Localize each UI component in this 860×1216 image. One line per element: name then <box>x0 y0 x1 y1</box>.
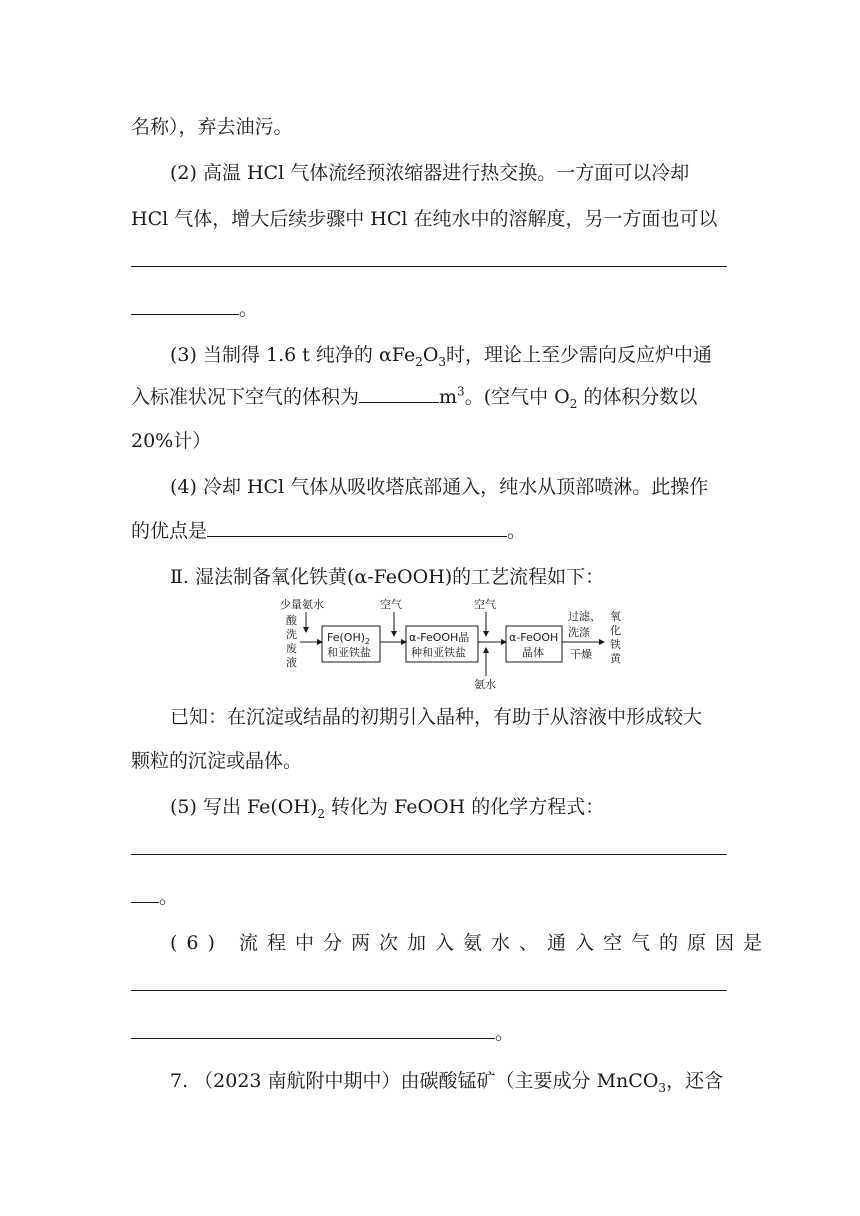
q5-text-pre: (5) 写出 Fe(OH) <box>170 796 318 818</box>
process-flow-diagram <box>270 596 640 692</box>
answer-blank-2b[interactable] <box>131 296 239 315</box>
box3-line2: 晶体 <box>522 646 544 659</box>
input-side-4: 液 <box>286 656 297 669</box>
box1-line2: 和亚铁盐 <box>327 646 371 659</box>
ammonia-label-2: 氨水 <box>474 678 496 691</box>
step-label-mid: 洗涤 <box>568 626 590 639</box>
q3-text-b-tail: 的体积分数以 <box>577 386 698 408</box>
sub-oh2: 2 <box>317 806 325 821</box>
sub-fe2: 2 <box>415 354 423 369</box>
answer-blank-5b-line <box>131 884 178 910</box>
sub-o2: 2 <box>569 396 578 411</box>
known-line-2: 颗粒的沉淀或晶体。 <box>131 750 303 772</box>
input-side-3: 废 <box>286 642 297 655</box>
period: 。 <box>495 1022 515 1044</box>
output-2: 化 <box>610 624 621 637</box>
question-2-line-1: (2) 高温 HCl 气体流经预浓缩器进行热交换。一方面可以冷却 <box>170 162 690 184</box>
question-3-line-2 <box>131 384 697 410</box>
q3-text-b-post: 。(空气中 O <box>464 386 570 408</box>
box2-line1: α-FeOOH晶 <box>409 631 470 644</box>
question-7-line-1 <box>170 1068 723 1094</box>
box3-line1: α-FeOOH <box>509 631 559 644</box>
period: 。 <box>159 886 179 908</box>
output-3: 铁 <box>610 638 621 651</box>
sub-o3: 3 <box>438 354 447 369</box>
period: 。 <box>239 298 259 320</box>
question-5-line-1 <box>170 794 604 820</box>
answer-blank-2a[interactable] <box>131 266 727 267</box>
text-line-1: 名称），弃去油污。 <box>131 116 293 138</box>
q3-text-pre: (3) 当制得 1.6 t 纯净的 αFe <box>170 344 416 366</box>
box1-line1: $Fe(OH)_2$ <box>327 631 371 646</box>
answer-blank-2b-line <box>131 296 258 322</box>
q3-text-post: 时，理论上至少需向反应炉中通 <box>446 344 713 366</box>
question-3-line-3: 20%计） <box>131 430 212 452</box>
step-label-top: 过滤、 <box>568 610 601 623</box>
sup-3: 3 <box>457 384 465 399</box>
sub-mnco3: 3 <box>658 1080 667 1095</box>
question-2-line-2: HCl 气体，增大后续步骤中 HCl 在纯水中的溶解度，另一方面也可以 <box>131 208 718 230</box>
air-label-1: 空气 <box>380 598 402 611</box>
step-label-bot: 干燥 <box>570 648 592 661</box>
air-label-2: 空气 <box>474 598 496 611</box>
known-line-1: 已知：在沉淀或结晶的初期引入晶种，有助于从溶液中形成较大 <box>170 706 703 728</box>
input-top-label: 少量氨水 <box>280 598 324 611</box>
output-1: 氧 <box>610 610 621 623</box>
unit-m: m <box>439 386 458 408</box>
q7-text: 7. （2023 南航附中期中）由碳酸锰矿（主要成分 MnCO <box>170 1070 659 1092</box>
answer-blank-6b-line <box>131 1020 514 1046</box>
question-3-line-1: (3) 当制得 1.6 t 纯净的 $\alpha Fe_2O_3$时，理论上至少需向反应炉中通 <box>170 344 713 369</box>
question-4-line-1: (4) 冷却 HCl 气体从吸收塔底部通入，纯水从顶部喷淋。此操作 <box>170 476 709 498</box>
q4-text-pre: 的优点是 <box>131 520 208 542</box>
input-side-1: 酸 <box>286 614 297 627</box>
period: 。 <box>507 520 527 542</box>
answer-blank-5a[interactable] <box>131 854 727 855</box>
answer-blank-5b[interactable] <box>131 884 159 903</box>
box2-line2: 种和亚铁盐 <box>411 646 466 659</box>
q7-tail: ，还含 <box>666 1070 724 1092</box>
q3-text-b-pre: 入标准状况下空气的体积为 <box>131 386 360 408</box>
input-side-2: 洗 <box>286 628 297 641</box>
answer-blank-6b[interactable] <box>131 1020 495 1039</box>
answer-blank-4[interactable] <box>207 518 507 537</box>
q5-text-post: 转化为 FeOOH 的化学方程式： <box>325 796 605 818</box>
answer-blank-6a[interactable] <box>131 990 727 991</box>
question-6-line-1: (6) 流程中分两次加入氨水、通入空气的原因是 <box>170 932 771 954</box>
output-4: 黄 <box>610 652 621 665</box>
question-4-line-2 <box>131 518 526 544</box>
answer-blank-3[interactable] <box>359 384 439 403</box>
section-2-heading: Ⅱ. 湿法制备氧化铁黄(α-FeOOH)的工艺流程如下： <box>170 566 605 588</box>
